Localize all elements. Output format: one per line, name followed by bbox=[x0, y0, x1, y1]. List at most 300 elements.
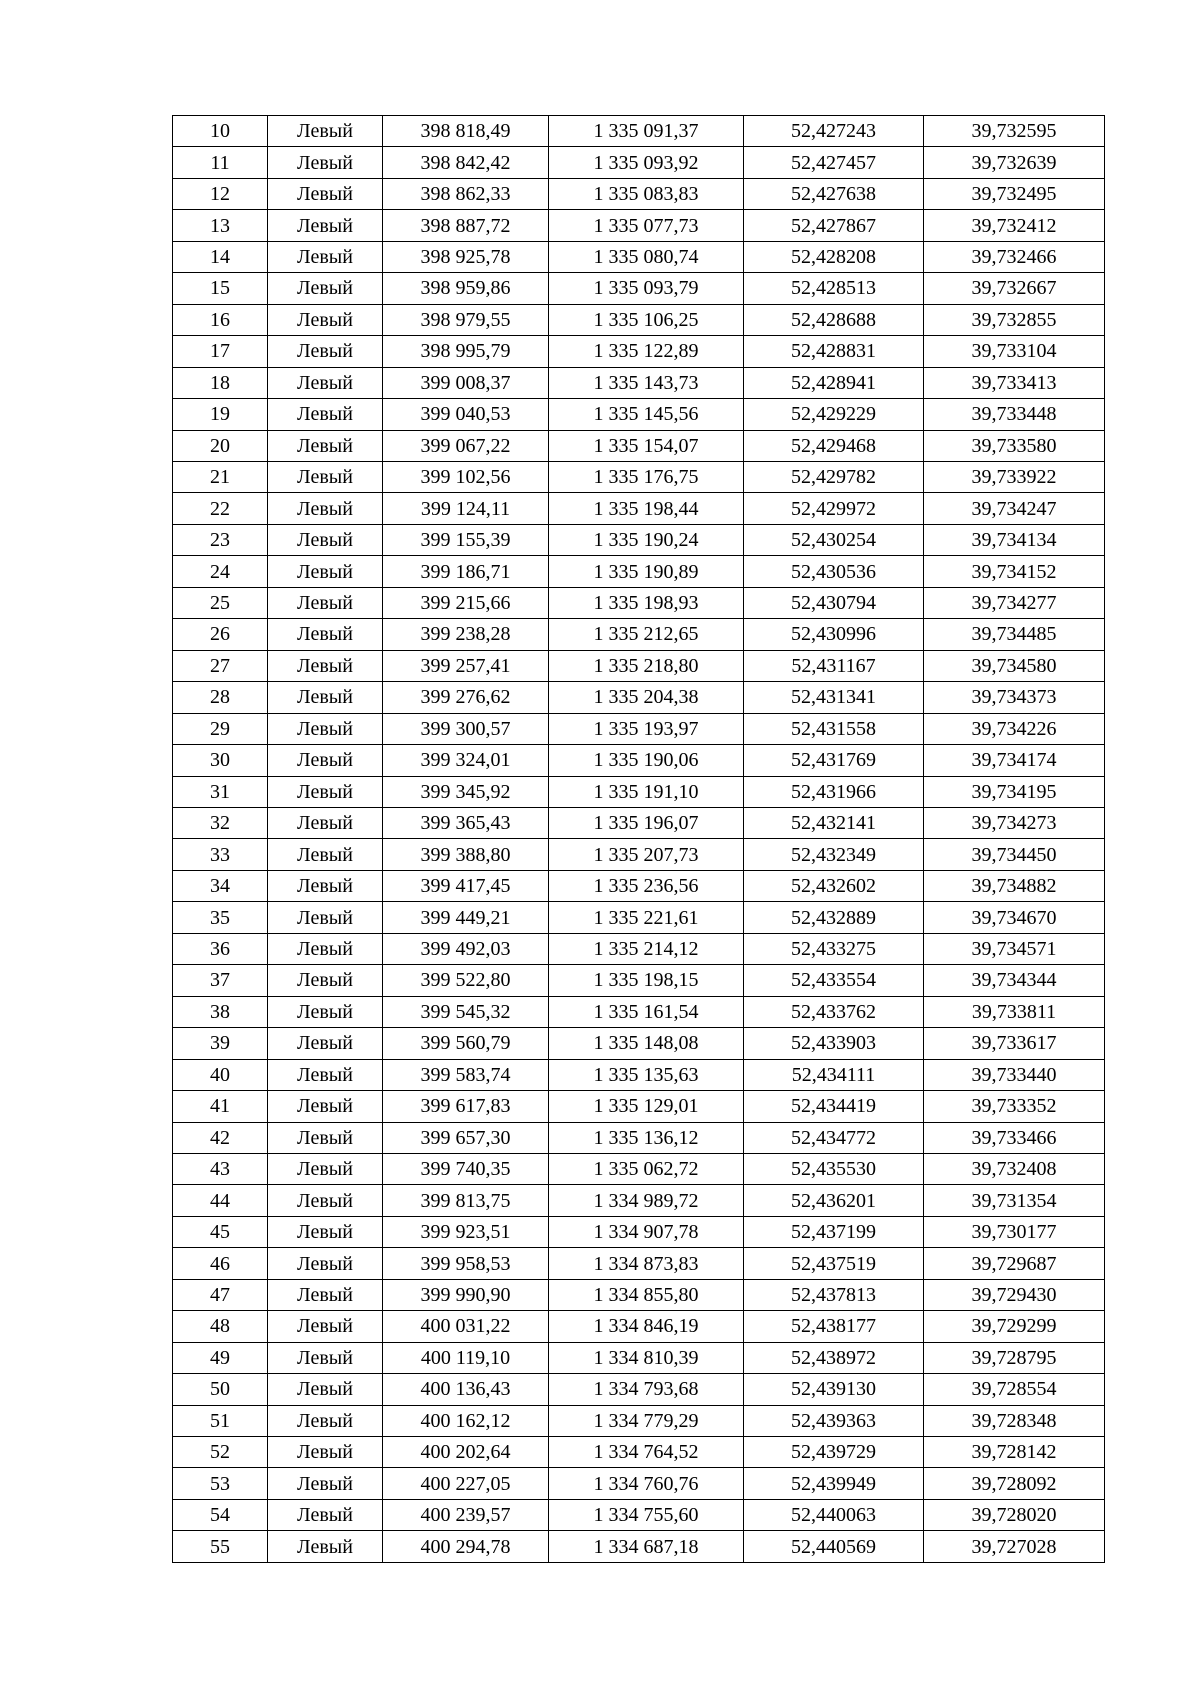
point-number-cell: 30 bbox=[173, 745, 268, 776]
y-coordinate-cell: 1 335 083,83 bbox=[549, 178, 744, 209]
x-coordinate-cell: 399 657,30 bbox=[383, 1122, 549, 1153]
point-number-cell: 36 bbox=[173, 933, 268, 964]
x-coordinate-cell: 399 740,35 bbox=[383, 1153, 549, 1184]
side-cell: Левый bbox=[268, 493, 383, 524]
side-cell: Левый bbox=[268, 713, 383, 744]
y-coordinate-cell: 1 335 161,54 bbox=[549, 996, 744, 1027]
latitude-cell: 52,434419 bbox=[744, 1091, 924, 1122]
y-coordinate-cell: 1 335 106,25 bbox=[549, 304, 744, 335]
x-coordinate-cell: 399 522,80 bbox=[383, 965, 549, 996]
table-row bbox=[173, 1153, 1105, 1184]
latitude-cell: 52,428208 bbox=[744, 241, 924, 272]
x-coordinate-cell: 399 583,74 bbox=[383, 1059, 549, 1090]
latitude-cell: 52,438177 bbox=[744, 1311, 924, 1342]
point-number-cell: 24 bbox=[173, 556, 268, 587]
y-coordinate-cell: 1 335 062,72 bbox=[549, 1153, 744, 1184]
x-coordinate-cell: 399 124,11 bbox=[383, 493, 549, 524]
y-coordinate-cell: 1 335 236,56 bbox=[549, 870, 744, 901]
longitude-cell: 39,732408 bbox=[924, 1153, 1105, 1184]
x-coordinate-cell: 399 067,22 bbox=[383, 430, 549, 461]
y-coordinate-cell: 1 335 145,56 bbox=[549, 399, 744, 430]
table-row bbox=[173, 587, 1105, 618]
latitude-cell: 52,434772 bbox=[744, 1122, 924, 1153]
y-coordinate-cell: 1 334 687,18 bbox=[549, 1531, 744, 1562]
longitude-cell: 39,733352 bbox=[924, 1091, 1105, 1122]
table-row bbox=[173, 650, 1105, 681]
table-row bbox=[173, 241, 1105, 272]
table-row bbox=[173, 1028, 1105, 1059]
x-coordinate-cell: 398 995,79 bbox=[383, 336, 549, 367]
table-row bbox=[173, 1374, 1105, 1405]
x-coordinate-cell: 399 186,71 bbox=[383, 556, 549, 587]
point-number-cell: 53 bbox=[173, 1468, 268, 1499]
y-coordinate-cell: 1 335 193,97 bbox=[549, 713, 744, 744]
point-number-cell: 12 bbox=[173, 178, 268, 209]
point-number-cell: 34 bbox=[173, 870, 268, 901]
latitude-cell: 52,432141 bbox=[744, 807, 924, 838]
latitude-cell: 52,428513 bbox=[744, 273, 924, 304]
y-coordinate-cell: 1 334 855,80 bbox=[549, 1279, 744, 1310]
y-coordinate-cell: 1 335 136,12 bbox=[549, 1122, 744, 1153]
table-row bbox=[173, 839, 1105, 870]
x-coordinate-cell: 398 959,86 bbox=[383, 273, 549, 304]
latitude-cell: 52,439949 bbox=[744, 1468, 924, 1499]
y-coordinate-cell: 1 334 760,76 bbox=[549, 1468, 744, 1499]
longitude-cell: 39,733104 bbox=[924, 336, 1105, 367]
y-coordinate-cell: 1 335 154,07 bbox=[549, 430, 744, 461]
point-number-cell: 54 bbox=[173, 1499, 268, 1530]
side-cell: Левый bbox=[268, 870, 383, 901]
side-cell: Левый bbox=[268, 178, 383, 209]
longitude-cell: 39,733922 bbox=[924, 461, 1105, 492]
longitude-cell: 39,729430 bbox=[924, 1279, 1105, 1310]
table-row bbox=[173, 524, 1105, 555]
y-coordinate-cell: 1 335 190,89 bbox=[549, 556, 744, 587]
longitude-cell: 39,734152 bbox=[924, 556, 1105, 587]
x-coordinate-cell: 400 162,12 bbox=[383, 1405, 549, 1436]
y-coordinate-cell: 1 334 810,39 bbox=[549, 1342, 744, 1373]
side-cell: Левый bbox=[268, 996, 383, 1027]
point-number-cell: 28 bbox=[173, 682, 268, 713]
latitude-cell: 52,427243 bbox=[744, 116, 924, 147]
x-coordinate-cell: 398 979,55 bbox=[383, 304, 549, 335]
latitude-cell: 52,438972 bbox=[744, 1342, 924, 1373]
y-coordinate-cell: 1 334 907,78 bbox=[549, 1216, 744, 1247]
side-cell: Левый bbox=[268, 1091, 383, 1122]
y-coordinate-cell: 1 335 198,93 bbox=[549, 587, 744, 618]
x-coordinate-cell: 399 365,43 bbox=[383, 807, 549, 838]
y-coordinate-cell: 1 335 176,75 bbox=[549, 461, 744, 492]
longitude-cell: 39,733440 bbox=[924, 1059, 1105, 1090]
side-cell: Левый bbox=[268, 682, 383, 713]
latitude-cell: 52,427638 bbox=[744, 178, 924, 209]
coordinates-table bbox=[172, 115, 1105, 1563]
point-number-cell: 39 bbox=[173, 1028, 268, 1059]
table-row bbox=[173, 556, 1105, 587]
x-coordinate-cell: 400 119,10 bbox=[383, 1342, 549, 1373]
x-coordinate-cell: 399 449,21 bbox=[383, 902, 549, 933]
table-row bbox=[173, 461, 1105, 492]
latitude-cell: 52,431769 bbox=[744, 745, 924, 776]
y-coordinate-cell: 1 335 143,73 bbox=[549, 367, 744, 398]
table-row bbox=[173, 1248, 1105, 1279]
point-number-cell: 32 bbox=[173, 807, 268, 838]
longitude-cell: 39,730177 bbox=[924, 1216, 1105, 1247]
side-cell: Левый bbox=[268, 1185, 383, 1216]
x-coordinate-cell: 399 257,41 bbox=[383, 650, 549, 681]
x-coordinate-cell: 400 239,57 bbox=[383, 1499, 549, 1530]
longitude-cell: 39,728092 bbox=[924, 1468, 1105, 1499]
table-row bbox=[173, 1405, 1105, 1436]
latitude-cell: 52,427867 bbox=[744, 210, 924, 241]
latitude-cell: 52,440063 bbox=[744, 1499, 924, 1530]
side-cell: Левый bbox=[268, 1311, 383, 1342]
latitude-cell: 52,432602 bbox=[744, 870, 924, 901]
table-row bbox=[173, 1122, 1105, 1153]
side-cell: Левый bbox=[268, 619, 383, 650]
table-row bbox=[173, 1279, 1105, 1310]
x-coordinate-cell: 399 276,62 bbox=[383, 682, 549, 713]
longitude-cell: 39,734450 bbox=[924, 839, 1105, 870]
x-coordinate-cell: 399 923,51 bbox=[383, 1216, 549, 1247]
point-number-cell: 37 bbox=[173, 965, 268, 996]
side-cell: Левый bbox=[268, 1405, 383, 1436]
point-number-cell: 49 bbox=[173, 1342, 268, 1373]
point-number-cell: 35 bbox=[173, 902, 268, 933]
latitude-cell: 52,434111 bbox=[744, 1059, 924, 1090]
point-number-cell: 23 bbox=[173, 524, 268, 555]
point-number-cell: 31 bbox=[173, 776, 268, 807]
latitude-cell: 52,430794 bbox=[744, 587, 924, 618]
side-cell: Левый bbox=[268, 839, 383, 870]
table-row bbox=[173, 210, 1105, 241]
side-cell: Левый bbox=[268, 367, 383, 398]
point-number-cell: 13 bbox=[173, 210, 268, 241]
point-number-cell: 44 bbox=[173, 1185, 268, 1216]
point-number-cell: 14 bbox=[173, 241, 268, 272]
x-coordinate-cell: 398 862,33 bbox=[383, 178, 549, 209]
y-coordinate-cell: 1 335 191,10 bbox=[549, 776, 744, 807]
latitude-cell: 52,439130 bbox=[744, 1374, 924, 1405]
side-cell: Левый bbox=[268, 1468, 383, 1499]
longitude-cell: 39,734571 bbox=[924, 933, 1105, 964]
latitude-cell: 52,436201 bbox=[744, 1185, 924, 1216]
x-coordinate-cell: 399 238,28 bbox=[383, 619, 549, 650]
longitude-cell: 39,732667 bbox=[924, 273, 1105, 304]
longitude-cell: 39,734174 bbox=[924, 745, 1105, 776]
table-row bbox=[173, 367, 1105, 398]
longitude-cell: 39,731354 bbox=[924, 1185, 1105, 1216]
y-coordinate-cell: 1 334 846,19 bbox=[549, 1311, 744, 1342]
longitude-cell: 39,734226 bbox=[924, 713, 1105, 744]
y-coordinate-cell: 1 335 135,63 bbox=[549, 1059, 744, 1090]
x-coordinate-cell: 399 990,90 bbox=[383, 1279, 549, 1310]
y-coordinate-cell: 1 335 190,24 bbox=[549, 524, 744, 555]
table-row bbox=[173, 713, 1105, 744]
longitude-cell: 39,734134 bbox=[924, 524, 1105, 555]
point-number-cell: 52 bbox=[173, 1437, 268, 1468]
point-number-cell: 19 bbox=[173, 399, 268, 430]
x-coordinate-cell: 399 388,80 bbox=[383, 839, 549, 870]
longitude-cell: 39,732495 bbox=[924, 178, 1105, 209]
longitude-cell: 39,728142 bbox=[924, 1437, 1105, 1468]
x-coordinate-cell: 400 294,78 bbox=[383, 1531, 549, 1562]
side-cell: Левый bbox=[268, 116, 383, 147]
side-cell: Левый bbox=[268, 776, 383, 807]
latitude-cell: 52,429782 bbox=[744, 461, 924, 492]
point-number-cell: 20 bbox=[173, 430, 268, 461]
side-cell: Левый bbox=[268, 1028, 383, 1059]
point-number-cell: 42 bbox=[173, 1122, 268, 1153]
table-row bbox=[173, 1437, 1105, 1468]
x-coordinate-cell: 399 324,01 bbox=[383, 745, 549, 776]
latitude-cell: 52,433903 bbox=[744, 1028, 924, 1059]
side-cell: Левый bbox=[268, 241, 383, 272]
side-cell: Левый bbox=[268, 933, 383, 964]
side-cell: Левый bbox=[268, 745, 383, 776]
table-row bbox=[173, 147, 1105, 178]
y-coordinate-cell: 1 335 077,73 bbox=[549, 210, 744, 241]
point-number-cell: 48 bbox=[173, 1311, 268, 1342]
side-cell: Левый bbox=[268, 1248, 383, 1279]
table-row bbox=[173, 1059, 1105, 1090]
x-coordinate-cell: 399 492,03 bbox=[383, 933, 549, 964]
latitude-cell: 52,428941 bbox=[744, 367, 924, 398]
table-row bbox=[173, 273, 1105, 304]
side-cell: Левый bbox=[268, 1437, 383, 1468]
x-coordinate-cell: 399 008,37 bbox=[383, 367, 549, 398]
x-coordinate-cell: 399 155,39 bbox=[383, 524, 549, 555]
table-row bbox=[173, 745, 1105, 776]
point-number-cell: 25 bbox=[173, 587, 268, 618]
table-row bbox=[173, 1216, 1105, 1247]
longitude-cell: 39,734344 bbox=[924, 965, 1105, 996]
side-cell: Левый bbox=[268, 965, 383, 996]
longitude-cell: 39,734485 bbox=[924, 619, 1105, 650]
longitude-cell: 39,732412 bbox=[924, 210, 1105, 241]
longitude-cell: 39,733466 bbox=[924, 1122, 1105, 1153]
point-number-cell: 33 bbox=[173, 839, 268, 870]
latitude-cell: 52,431341 bbox=[744, 682, 924, 713]
latitude-cell: 52,428831 bbox=[744, 336, 924, 367]
point-number-cell: 16 bbox=[173, 304, 268, 335]
table-row bbox=[173, 870, 1105, 901]
x-coordinate-cell: 398 818,49 bbox=[383, 116, 549, 147]
x-coordinate-cell: 398 925,78 bbox=[383, 241, 549, 272]
longitude-cell: 39,733448 bbox=[924, 399, 1105, 430]
x-coordinate-cell: 400 136,43 bbox=[383, 1374, 549, 1405]
y-coordinate-cell: 1 335 148,08 bbox=[549, 1028, 744, 1059]
point-number-cell: 40 bbox=[173, 1059, 268, 1090]
side-cell: Левый bbox=[268, 807, 383, 838]
x-coordinate-cell: 399 545,32 bbox=[383, 996, 549, 1027]
latitude-cell: 52,440569 bbox=[744, 1531, 924, 1562]
point-number-cell: 26 bbox=[173, 619, 268, 650]
latitude-cell: 52,429229 bbox=[744, 399, 924, 430]
point-number-cell: 29 bbox=[173, 713, 268, 744]
side-cell: Левый bbox=[268, 1279, 383, 1310]
latitude-cell: 52,431167 bbox=[744, 650, 924, 681]
y-coordinate-cell: 1 335 212,65 bbox=[549, 619, 744, 650]
side-cell: Левый bbox=[268, 902, 383, 933]
longitude-cell: 39,729299 bbox=[924, 1311, 1105, 1342]
x-coordinate-cell: 399 215,66 bbox=[383, 587, 549, 618]
side-cell: Левый bbox=[268, 147, 383, 178]
side-cell: Левый bbox=[268, 1216, 383, 1247]
point-number-cell: 38 bbox=[173, 996, 268, 1027]
point-number-cell: 11 bbox=[173, 147, 268, 178]
x-coordinate-cell: 399 617,83 bbox=[383, 1091, 549, 1122]
longitude-cell: 39,733617 bbox=[924, 1028, 1105, 1059]
latitude-cell: 52,435530 bbox=[744, 1153, 924, 1184]
longitude-cell: 39,734273 bbox=[924, 807, 1105, 838]
point-number-cell: 22 bbox=[173, 493, 268, 524]
latitude-cell: 52,427457 bbox=[744, 147, 924, 178]
latitude-cell: 52,431558 bbox=[744, 713, 924, 744]
table-row bbox=[173, 1311, 1105, 1342]
side-cell: Левый bbox=[268, 304, 383, 335]
latitude-cell: 52,431966 bbox=[744, 776, 924, 807]
point-number-cell: 55 bbox=[173, 1531, 268, 1562]
longitude-cell: 39,729687 bbox=[924, 1248, 1105, 1279]
latitude-cell: 52,430254 bbox=[744, 524, 924, 555]
longitude-cell: 39,734580 bbox=[924, 650, 1105, 681]
point-number-cell: 47 bbox=[173, 1279, 268, 1310]
table-row bbox=[173, 178, 1105, 209]
latitude-cell: 52,439729 bbox=[744, 1437, 924, 1468]
y-coordinate-cell: 1 335 091,37 bbox=[549, 116, 744, 147]
y-coordinate-cell: 1 335 196,07 bbox=[549, 807, 744, 838]
table-row bbox=[173, 116, 1105, 147]
x-coordinate-cell: 400 202,64 bbox=[383, 1437, 549, 1468]
table-row bbox=[173, 1185, 1105, 1216]
latitude-cell: 52,429972 bbox=[744, 493, 924, 524]
x-coordinate-cell: 400 227,05 bbox=[383, 1468, 549, 1499]
table-row bbox=[173, 933, 1105, 964]
longitude-cell: 39,727028 bbox=[924, 1531, 1105, 1562]
side-cell: Левый bbox=[268, 556, 383, 587]
longitude-cell: 39,734195 bbox=[924, 776, 1105, 807]
side-cell: Левый bbox=[268, 273, 383, 304]
x-coordinate-cell: 399 560,79 bbox=[383, 1028, 549, 1059]
y-coordinate-cell: 1 334 764,52 bbox=[549, 1437, 744, 1468]
point-number-cell: 43 bbox=[173, 1153, 268, 1184]
point-number-cell: 27 bbox=[173, 650, 268, 681]
y-coordinate-cell: 1 335 093,92 bbox=[549, 147, 744, 178]
side-cell: Левый bbox=[268, 1153, 383, 1184]
side-cell: Левый bbox=[268, 1122, 383, 1153]
latitude-cell: 52,433762 bbox=[744, 996, 924, 1027]
table-row bbox=[173, 399, 1105, 430]
longitude-cell: 39,728795 bbox=[924, 1342, 1105, 1373]
latitude-cell: 52,437813 bbox=[744, 1279, 924, 1310]
table-row bbox=[173, 304, 1105, 335]
x-coordinate-cell: 399 958,53 bbox=[383, 1248, 549, 1279]
longitude-cell: 39,734670 bbox=[924, 902, 1105, 933]
longitude-cell: 39,733811 bbox=[924, 996, 1105, 1027]
longitude-cell: 39,733413 bbox=[924, 367, 1105, 398]
side-cell: Левый bbox=[268, 461, 383, 492]
y-coordinate-cell: 1 335 080,74 bbox=[549, 241, 744, 272]
table-row bbox=[173, 336, 1105, 367]
longitude-cell: 39,734277 bbox=[924, 587, 1105, 618]
longitude-cell: 39,728348 bbox=[924, 1405, 1105, 1436]
y-coordinate-cell: 1 335 093,79 bbox=[549, 273, 744, 304]
point-number-cell: 21 bbox=[173, 461, 268, 492]
x-coordinate-cell: 399 102,56 bbox=[383, 461, 549, 492]
longitude-cell: 39,732595 bbox=[924, 116, 1105, 147]
side-cell: Левый bbox=[268, 650, 383, 681]
table-row bbox=[173, 965, 1105, 996]
latitude-cell: 52,432889 bbox=[744, 902, 924, 933]
x-coordinate-cell: 400 031,22 bbox=[383, 1311, 549, 1342]
x-coordinate-cell: 399 040,53 bbox=[383, 399, 549, 430]
y-coordinate-cell: 1 335 221,61 bbox=[549, 902, 744, 933]
longitude-cell: 39,728554 bbox=[924, 1374, 1105, 1405]
x-coordinate-cell: 398 887,72 bbox=[383, 210, 549, 241]
latitude-cell: 52,428688 bbox=[744, 304, 924, 335]
table-row bbox=[173, 807, 1105, 838]
latitude-cell: 52,433275 bbox=[744, 933, 924, 964]
table-row bbox=[173, 1499, 1105, 1530]
point-number-cell: 45 bbox=[173, 1216, 268, 1247]
y-coordinate-cell: 1 335 198,44 bbox=[549, 493, 744, 524]
y-coordinate-cell: 1 335 190,06 bbox=[549, 745, 744, 776]
y-coordinate-cell: 1 335 214,12 bbox=[549, 933, 744, 964]
longitude-cell: 39,733580 bbox=[924, 430, 1105, 461]
x-coordinate-cell: 398 842,42 bbox=[383, 147, 549, 178]
coordinates-table-body bbox=[173, 116, 1105, 1563]
longitude-cell: 39,734247 bbox=[924, 493, 1105, 524]
point-number-cell: 51 bbox=[173, 1405, 268, 1436]
latitude-cell: 52,430536 bbox=[744, 556, 924, 587]
longitude-cell: 39,728020 bbox=[924, 1499, 1105, 1530]
longitude-cell: 39,734882 bbox=[924, 870, 1105, 901]
x-coordinate-cell: 399 300,57 bbox=[383, 713, 549, 744]
point-number-cell: 41 bbox=[173, 1091, 268, 1122]
latitude-cell: 52,432349 bbox=[744, 839, 924, 870]
y-coordinate-cell: 1 334 779,29 bbox=[549, 1405, 744, 1436]
table-row bbox=[173, 1531, 1105, 1562]
side-cell: Левый bbox=[268, 1342, 383, 1373]
table-row bbox=[173, 619, 1105, 650]
longitude-cell: 39,732466 bbox=[924, 241, 1105, 272]
table-row bbox=[173, 776, 1105, 807]
y-coordinate-cell: 1 334 989,72 bbox=[549, 1185, 744, 1216]
x-coordinate-cell: 399 345,92 bbox=[383, 776, 549, 807]
latitude-cell: 52,429468 bbox=[744, 430, 924, 461]
side-cell: Левый bbox=[268, 1531, 383, 1562]
table-row bbox=[173, 902, 1105, 933]
longitude-cell: 39,732855 bbox=[924, 304, 1105, 335]
latitude-cell: 52,437199 bbox=[744, 1216, 924, 1247]
side-cell: Левый bbox=[268, 430, 383, 461]
point-number-cell: 10 bbox=[173, 116, 268, 147]
side-cell: Левый bbox=[268, 1499, 383, 1530]
side-cell: Левый bbox=[268, 210, 383, 241]
latitude-cell: 52,433554 bbox=[744, 965, 924, 996]
table-row bbox=[173, 1342, 1105, 1373]
table-row bbox=[173, 682, 1105, 713]
side-cell: Левый bbox=[268, 587, 383, 618]
y-coordinate-cell: 1 335 198,15 bbox=[549, 965, 744, 996]
latitude-cell: 52,439363 bbox=[744, 1405, 924, 1436]
y-coordinate-cell: 1 334 873,83 bbox=[549, 1248, 744, 1279]
longitude-cell: 39,734373 bbox=[924, 682, 1105, 713]
table-row bbox=[173, 430, 1105, 461]
point-number-cell: 15 bbox=[173, 273, 268, 304]
point-number-cell: 46 bbox=[173, 1248, 268, 1279]
